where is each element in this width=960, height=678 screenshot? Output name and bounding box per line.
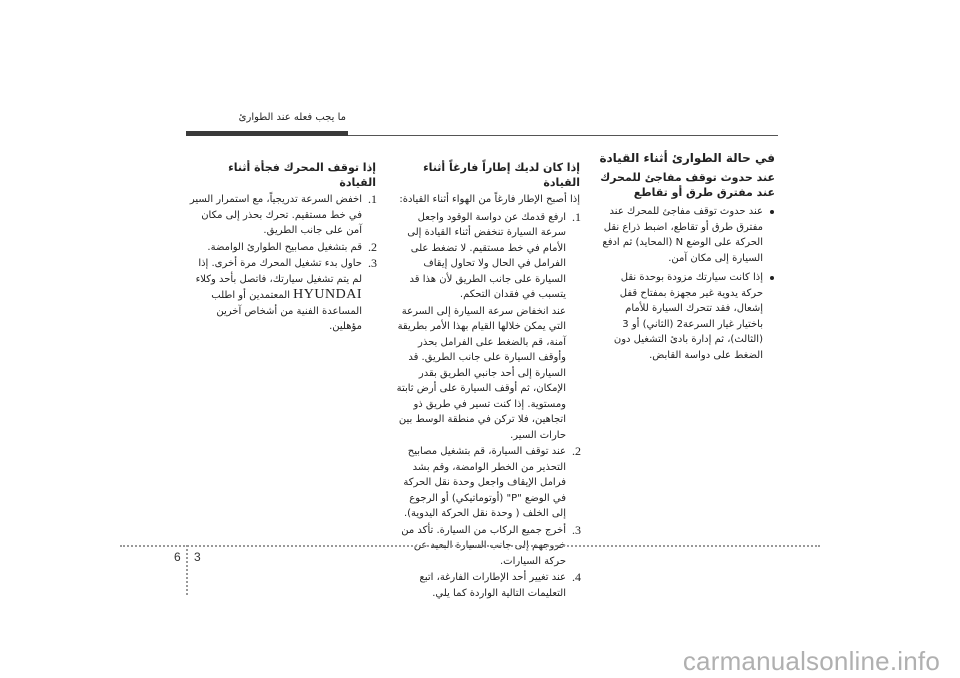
step-item: 4. عند تغيير أحد الإطارات الفارغة، اتبع التعليمات التالية الواردة كما يلي. <box>419 570 581 599</box>
middle-column <box>392 160 580 602</box>
step-item: 2. قم بتشغيل مصابيح الطوارئ الوامضة. <box>207 239 377 254</box>
header-rule <box>348 135 778 136</box>
step-item: 3. أخرج جميع الركاب من السيارة. تأكد من خروجهم إلى جانب السيارة البعيد عن حركة السيارات. <box>401 522 581 567</box>
steps-list <box>392 210 580 602</box>
brand-name: HYUNDAI <box>293 287 362 302</box>
page-number: 3 <box>194 550 201 564</box>
section-title-flat-tire: إذا كان لديك إطاراً فارغاً أثناء القيادة <box>423 161 580 189</box>
watermark: carmanualsonline.info <box>682 646 940 676</box>
left-column <box>188 160 376 336</box>
step-item: عند انخفاض سرعة السيارة إلى السرعة التي يمكن خلالها القيام بهذا الأمر بطريقة آمنة، قم بالضغط على الفرامل بحذر وأوقف السيارة على جانب الطريق. قد السيارة إلى أحد جانبي الطريق بقدر الإمكان، ثم أوقف السيارة على أرض ثابتة ومستوية. إذا كنت تسير في طريق ذو اتجاهين، فلا تركن في منطقة الوسط بين حارات السير. <box>396 305 566 441</box>
step-item: 1. ارفع قدمك عن دواسة الوقود واجعل سرعة السيارة تنخفض أثناء القيادة إلى الأمام في خط مستقيم. لا تضغط على الفرامل في الحال ولا تحاول إيقاف السيارة على جانب الطريق لأن هذا قد يتسبب في فقدان التحكم. <box>407 209 581 300</box>
footer-divider <box>120 545 820 547</box>
step-item: 1. اخفض السرعة تدريجياً، مع استمرار السير في خط مستقيم. تحرك بحذر إلى مكان آمن على جانب الطريق. <box>189 192 377 236</box>
bullet-item: إذا كانت سيارتك مزودة بوحدة نقل حركة يدوية غير مجهزة بمفتاح قفل إشعال، فقد تتحرك السيارة للأمام باختيار غيار السرعة2 (الثاني) أو 3 (الثالث)، ثم إدارة بادئ التشغيل دون الضغط على دواسة القابض. <box>597 270 763 363</box>
intro-text: إذا أصبح الإطار فارغاً من الهواء أثناء القيادة: <box>399 194 580 205</box>
section-header-title: ما يجب فعله عند الطوارئ <box>238 112 346 123</box>
steps-list <box>188 192 376 335</box>
step-item: 3. حاول بدء تشغيل المحرك مرة أخرى. إذا لم يتم تشغيل سيارتك، فاتصل بأحد وكلاء HYUNDAI المعتمدين أو اطلب المساعدة الفنية من أشخاص آخرين مؤهلين. <box>195 256 377 332</box>
right-column <box>597 150 775 367</box>
bullet-item: عند حدوث توقف مفاجئ للمحرك عند مفترق طرق أو تقاطع، اضبط ذراع نقل الحركة على الوضع N (المحايد) ثم ادفع السيارة إلى مكان آمن. <box>597 204 763 266</box>
chapter-number: 6 <box>174 550 181 564</box>
section-title-engine-stall: إذا توقف المحرك فجأة أثناء القيادة <box>228 161 376 189</box>
step-item: 2. عند توقف السيارة، قم بتشغيل مصابيح التحذير من الخطر الوامضة، وقم بشد فرامل الإيقاف واجعل وحدة نقل الحركة في الوضع "P" (أوتوماتيكي) أو الرجوع إلى الخلف ( وحدة نقل الحركة اليدوية). <box>403 444 581 519</box>
page-title: في حالة الطوارئ أثناء القيادة <box>599 151 775 165</box>
header-bar <box>186 131 348 136</box>
bullet-list <box>597 204 775 363</box>
subsection-title: عند حدوث توقف مفاجئ للمحرك عند مفترق طرق أو تقاطع <box>600 171 775 199</box>
page-number-divider <box>186 545 188 595</box>
